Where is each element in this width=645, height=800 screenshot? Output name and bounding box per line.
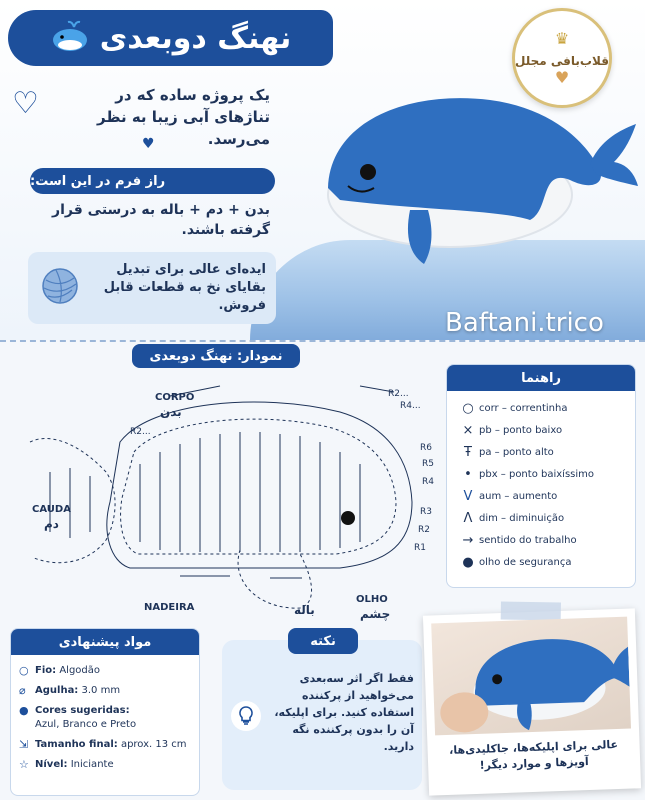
note-box bbox=[222, 633, 422, 790]
title-banner bbox=[8, 10, 333, 66]
legend-item: × pb – ponto baixo bbox=[447, 419, 635, 441]
tail-outline bbox=[30, 439, 115, 563]
brand-watermark: Baftani.trico bbox=[445, 308, 604, 338]
palette-icon: ● bbox=[19, 704, 29, 717]
small-heart-icon: ♥ bbox=[142, 136, 155, 152]
crown-icon: ♛ bbox=[554, 29, 570, 48]
ruler-icon: ⇲ bbox=[19, 738, 29, 751]
legend-item: Ŧ pa – ponto alto bbox=[447, 441, 635, 463]
crochet-diagram bbox=[10, 372, 440, 622]
whale-fin bbox=[408, 210, 432, 264]
row-label: R4 bbox=[422, 477, 434, 487]
whale-appliqué-photo bbox=[431, 617, 631, 736]
star-icon: ☆ bbox=[19, 758, 29, 771]
row-label: R5 bbox=[422, 459, 434, 469]
materials-title: مواد پیشنهادی bbox=[11, 629, 199, 655]
chain-icon: ○ bbox=[462, 400, 474, 416]
cauda-label: CAUDA bbox=[32, 504, 71, 515]
row-label: R2... bbox=[388, 389, 409, 399]
olho-fa-label: چشم bbox=[360, 607, 391, 621]
material-item: ⌀ Agulha: 3.0 mm bbox=[19, 684, 121, 697]
cauda-fa-label: دم bbox=[44, 517, 59, 531]
nadeira-fa-label: باله bbox=[294, 603, 315, 617]
photo-caption: عالی برای اپلیکه‌ها، جاکلیدی‌ها، آویزها و موارد دیگر! bbox=[448, 738, 619, 772]
legend-item: Λ dim – diminuição bbox=[447, 507, 635, 529]
nadeira-label: NADEIRA bbox=[144, 602, 195, 613]
legend-panel bbox=[446, 364, 636, 588]
lightbulb-icon bbox=[230, 700, 262, 736]
corpo-fa-label: بدن bbox=[160, 405, 182, 419]
note-text: فقط اگر اثر سه‌بعدی می‌خواهید از پرکننده استفاده کنید. برای اپلیکه، آن را بدون پرکننده نگه دارید. bbox=[274, 672, 414, 753]
whale-icon bbox=[50, 19, 90, 57]
decrease-icon: Λ bbox=[463, 510, 473, 526]
row-label: R2 bbox=[418, 525, 430, 535]
photo-card bbox=[423, 608, 641, 795]
legend-title: راهنما bbox=[447, 365, 635, 391]
row-label: R4... bbox=[400, 401, 421, 411]
note-title: نکته bbox=[288, 628, 358, 654]
whale-photo bbox=[300, 60, 640, 280]
single-crochet-icon: × bbox=[462, 422, 474, 438]
double-crochet-icon: Ŧ bbox=[464, 444, 472, 460]
heart-outline-icon: ♡ bbox=[12, 86, 39, 121]
olho-label: OLHO bbox=[356, 594, 388, 605]
legend-item: V aum – aumento bbox=[447, 485, 635, 507]
form-secret-bar: راز فرم در این است: bbox=[30, 168, 275, 194]
yarn-heart-icon: ♥ bbox=[554, 68, 570, 87]
body-outline bbox=[107, 402, 412, 568]
corpo-label: CORPO bbox=[155, 392, 195, 403]
body-inner-row bbox=[121, 419, 396, 554]
yarn-icon: ○ bbox=[19, 664, 29, 677]
tip-text: ایده‌ای عالی برای تبدیل بقایای نخ به قطعات قابل فروش. bbox=[103, 262, 266, 313]
safety-eye-icon: ● bbox=[462, 554, 474, 570]
row-label: R6 bbox=[420, 443, 432, 453]
row-label: R2... bbox=[130, 427, 151, 437]
increase-icon: V bbox=[463, 488, 473, 504]
material-item: ● Cores sugeridas: Azul, Branco e Preto bbox=[19, 704, 137, 730]
fin-outline bbox=[238, 550, 311, 608]
page-title: نهنگ دوبعدی bbox=[99, 20, 292, 56]
intro-text: یک پروژه ساده که در تناژهای آبی زیبا به نظر می‌رسد. bbox=[97, 86, 270, 148]
diagram-tab: نمودار: نهنگ دوبعدی bbox=[132, 344, 300, 368]
material-item: ⇲ Tamanho final: aprox. 13 cm bbox=[19, 738, 187, 751]
badge-text: قلاب‌بافی مجلل bbox=[515, 54, 609, 68]
material-item: ☆ Nível: Iniciante bbox=[19, 758, 114, 771]
arrow-right-icon: → bbox=[462, 532, 474, 548]
form-text: بدن + دم + باله به درستی قرار گرفته باشند. bbox=[52, 202, 270, 238]
whale-eye bbox=[360, 164, 376, 180]
materials-panel bbox=[10, 628, 200, 796]
hook-icon: ⌀ bbox=[19, 684, 26, 697]
tip-box bbox=[28, 252, 276, 324]
row-label: R3 bbox=[420, 507, 432, 517]
yarn-ball-icon bbox=[38, 264, 82, 312]
slip-stitch-icon: • bbox=[464, 466, 472, 482]
legend-item: ● olho de segurança bbox=[447, 551, 635, 573]
legend-item: ○ corr – correntinha bbox=[447, 397, 635, 419]
row-label: R1 bbox=[414, 543, 426, 553]
material-item: ○ Fio: Algodão bbox=[19, 664, 101, 677]
legend-item: → sentido do trabalho bbox=[447, 529, 635, 551]
diagram-eye bbox=[341, 511, 355, 525]
tape-strip bbox=[501, 601, 561, 620]
legend-item: • pbx – ponto baixíssimo bbox=[447, 463, 635, 485]
